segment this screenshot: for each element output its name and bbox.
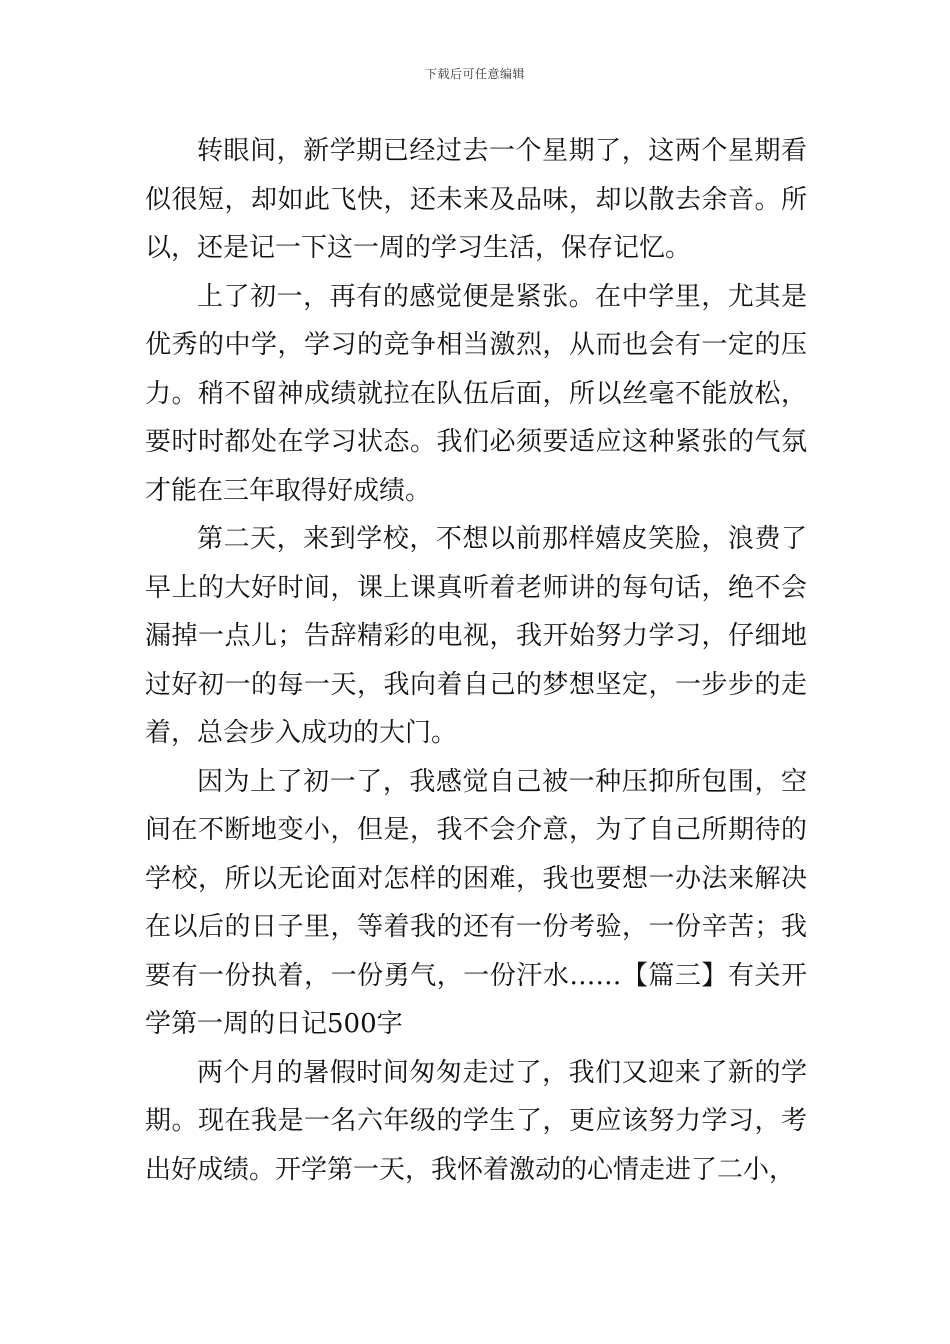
paragraph: 第二天，来到学校，不想以前那样嬉皮笑脸，浪费了早上的大好时间，课上课真听着老师讲的每句话，绝不会漏掉一点儿；告辞精彩的电视，我开始努力学习，仔细地过好初一的每一天，我向着自己的梦想坚定，一步步的走着，总会步入成功的大门。 bbox=[145, 524, 807, 748]
paragraph: 因为上了初一了，我感觉自己被一种压抑所包围，空间在不断地变小，但是，我不会介意，为了自己所期待的学校，所以无论面对怎样的困难，我也要想一办法来解决在以后的日子里，等着我的还有一份考验，一份辛苦；我要有一份执着，一份勇气，一份汗水……【篇三】有关开学第一周的日记500字 bbox=[145, 766, 807, 1039]
paragraph: 两个月的暑假时间匆匆走过了，我们又迎来了新的学期。现在我是一名六年级的学生了，更应该努力学习，考出好成绩。开学第一天，我怀着激动的心情走进了二小， bbox=[145, 1057, 807, 1185]
paragraph: 上了初一，再有的感觉便是紧张。在中学里，尤其是优秀的中学，学习的竞争相当激烈，从而也会有一定的压力。稍不留神成绩就拉在队伍后面，所以丝毫不能放松，要时时都处在学习状态。我们必须要适应这种紧张的气氛才能在三年取得好成绩。 bbox=[145, 281, 807, 506]
document-body bbox=[145, 127, 807, 1194]
paragraph: 转眼间，新学期已经过去一个星期了，这两个星期看似很短，却如此飞快，还未来及品味，却以散去余音。所以，还是记一下这一周的学习生活，保存记忆。 bbox=[145, 136, 807, 263]
page-header: 下载后可任意编辑 bbox=[424, 67, 525, 81]
